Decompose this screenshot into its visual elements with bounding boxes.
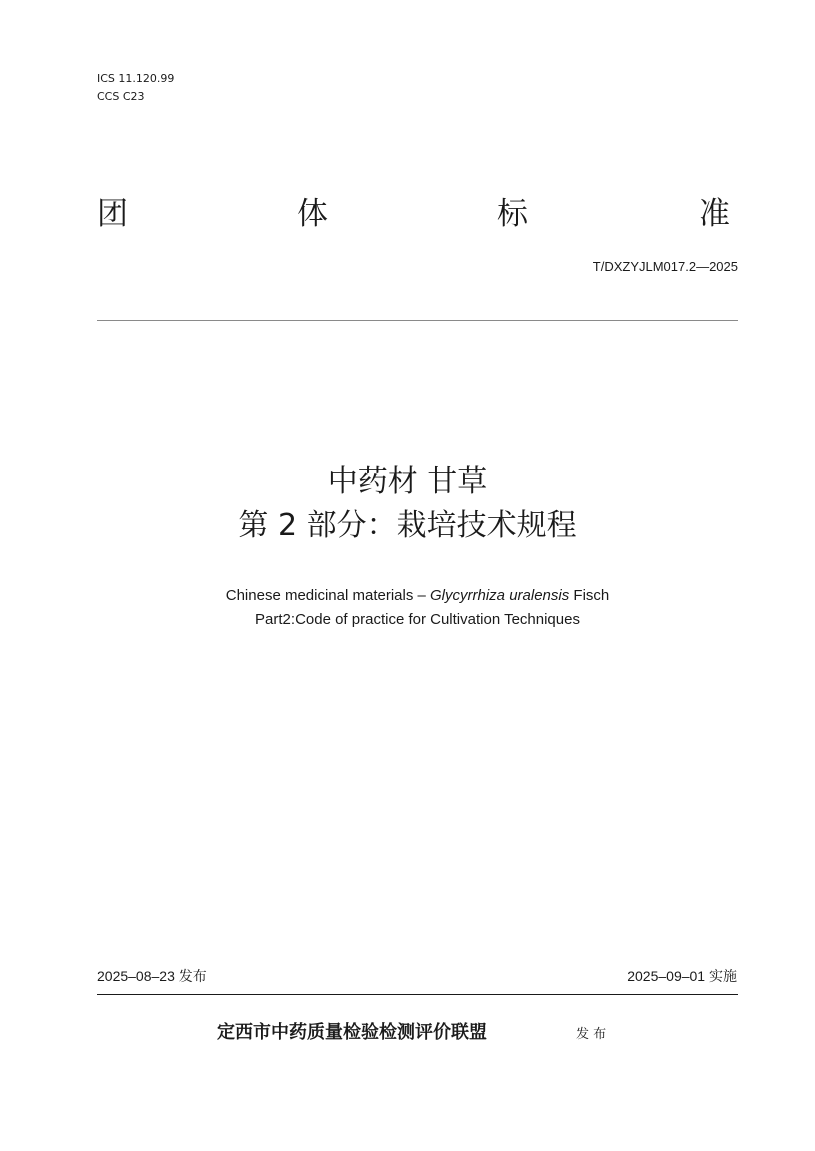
footer-divider [97,994,738,995]
header-divider [97,320,738,321]
issuing-organization: 定西市中药质量检验检测评价联盟 [217,1022,487,1043]
title-en-line1-suffix: Fisch [569,587,610,604]
title-en-line1 [0,585,815,607]
standard-type-char-3: 标 [497,196,528,232]
standard-type-char-2: 体 [297,196,328,232]
title-cn-line1: 中药材 甘草 [327,464,488,499]
standard-number: T/DXZYJLM017.2—2025 [592,259,738,274]
standard-type-char-4: 准 [699,196,730,232]
title-en-species: Glycyrrhiza uralensis [430,587,570,604]
title-en-line2: Part2:Code of practice for Cultivation Techniques [255,611,580,628]
classification-codes [97,70,174,106]
title-en-line1-prefix: Chinese medicinal materials – [225,587,431,604]
issue-date: 2025–08–23 发布 [97,968,207,984]
standard-type [97,192,733,236]
ics-code: ICS 11.120.99 [97,72,175,85]
title-cn-line2: 第 2 部分：栽培技术规程 [238,508,577,543]
standard-type-char-1: 团 [97,196,128,232]
implementation-date: 2025–09–01 实施 [627,968,737,984]
issue-label: 发 布 [576,1027,607,1042]
ccs-code: CCS C23 [97,90,145,103]
